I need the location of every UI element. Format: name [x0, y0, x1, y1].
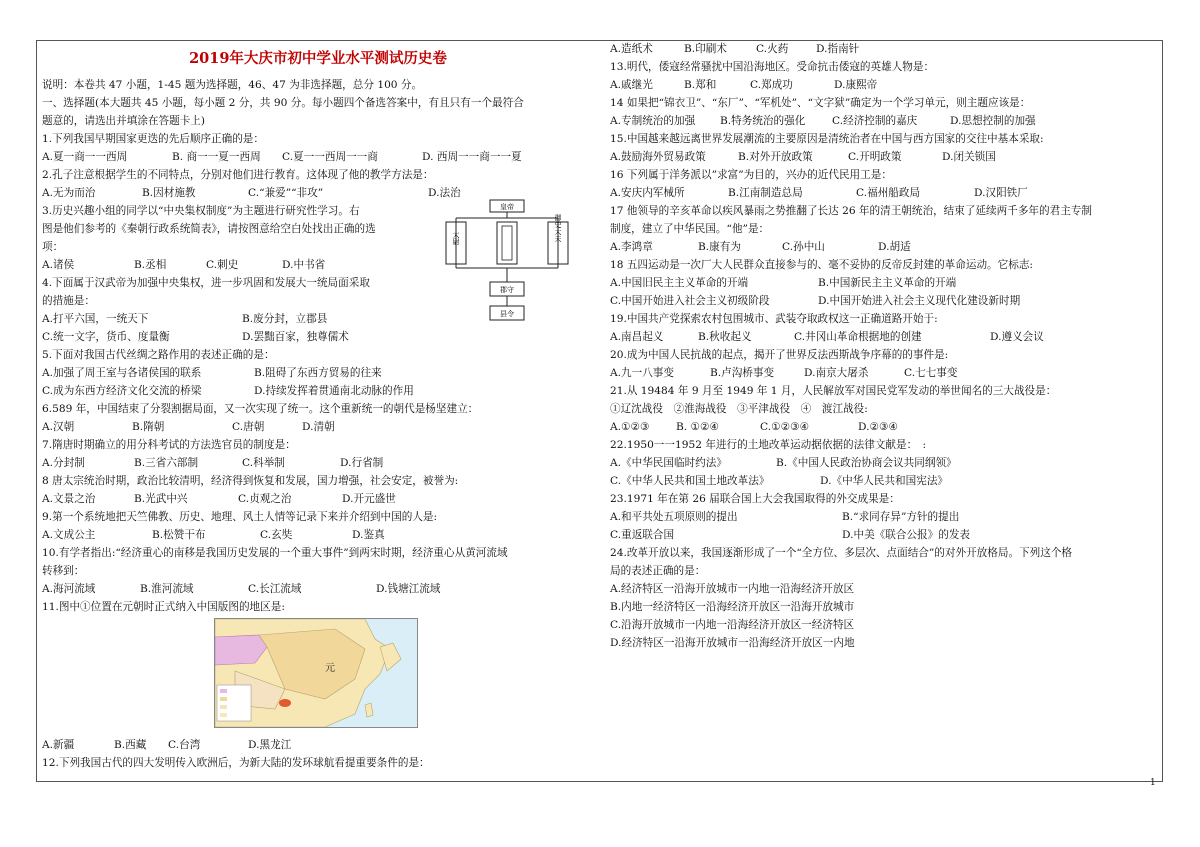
option[interactable]: A.九一八事变	[610, 367, 674, 379]
option[interactable]: A.《中华民国临时约法》	[610, 457, 727, 469]
question-14-options	[610, 112, 1158, 130]
question-7-options	[42, 454, 594, 472]
question-4-stem: 的措施是：	[42, 295, 95, 307]
intro-line: 一、选择题(本大题共 45 小题，每小题 2 分，共 90 分。每小题四个备选答案中，有且只有一个最符合	[42, 97, 524, 109]
option[interactable]: D.中国开始进入社会主义现代化建设新时期	[818, 295, 1021, 307]
question-23-options	[610, 508, 1158, 526]
option[interactable]: C.夏一一西周一一商	[282, 151, 378, 163]
option[interactable]: A.加强了周王室与各诸侯国的联系	[42, 367, 202, 379]
question-3-stem: 3.历史兴趣小组的同学以“中央集权制度”为主题进行研究性学习。右	[42, 205, 360, 217]
question-12-stem: 12.下列我国古代的四大发明传入欧洲后，为新大陆的发环球航看提重要条件的是：	[42, 757, 430, 769]
option[interactable]: D.清朝	[302, 421, 335, 433]
question-23-stem: 23.1971 年在第 26 届联合国上大会我国取得的外交成果是：	[610, 493, 900, 505]
option[interactable]: B.江南制造总局	[728, 187, 803, 199]
question-13-options	[610, 76, 1158, 94]
option[interactable]: D. 西周一一商一一夏	[422, 151, 522, 163]
question-19-options	[610, 328, 1158, 346]
option[interactable]: B.秋收起义	[698, 331, 752, 343]
question-17-stem: 17 他领导的辛亥革命以疾风暴雨之势推翻了长达 26 年的清王朝统治，结束了延续两千多年的君主专制	[610, 205, 1092, 217]
option[interactable]: C.郑成功	[750, 79, 793, 91]
question-3-stem: 项：	[42, 241, 64, 253]
option[interactable]: C.重返联合国	[610, 529, 675, 541]
option[interactable]: D.黑龙江	[248, 739, 292, 751]
option[interactable]: A.南昌起义	[610, 331, 664, 343]
option[interactable]: D.《中华人民共和国宪法》	[820, 475, 949, 487]
option[interactable]: C.科举制	[242, 457, 285, 469]
question-2-stem: 2.孔子注意根据学生的不同特点，分别对他们进行教育。这体现了他的教学方法是：	[42, 169, 434, 181]
intro-line: 题意的，请选出并填涂在答题卡上)	[42, 115, 206, 127]
option[interactable]: C.成为东西方经济文化交流的桥梁	[42, 385, 202, 397]
option[interactable]: C.开明政策	[848, 151, 902, 163]
option[interactable]: D.钱塘江流域	[376, 583, 441, 595]
page-number: 1	[1150, 778, 1156, 788]
option[interactable]: D.开元盛世	[342, 493, 396, 505]
option[interactable]: C.孙中山	[782, 241, 825, 253]
option[interactable]: C.刺史	[206, 259, 239, 271]
question-17-options	[610, 238, 1158, 256]
question-5-options	[42, 364, 594, 382]
option[interactable]: C.“兼爱”“非攻”	[248, 187, 324, 199]
question-22-stem: 22.1950一一1952 年进行的土地改革运动据依据的法律文献是： :	[610, 439, 927, 451]
question-3-options	[42, 256, 432, 274]
option[interactable]: A.中国旧民主主义革命的开端	[610, 277, 749, 289]
option[interactable]: D.法治	[428, 187, 461, 199]
map-marker-1	[279, 699, 291, 707]
exam-title: 2019年大庆市初中学业水平测试历史卷	[189, 50, 447, 67]
option[interactable]: D.②③④	[858, 421, 898, 433]
option[interactable]: B.康有为	[698, 241, 741, 253]
option[interactable]: D.康熙帝	[834, 79, 878, 91]
option[interactable]: B.西藏	[114, 739, 147, 751]
question-12-options	[610, 40, 1158, 58]
question-16-options	[610, 184, 1158, 202]
option[interactable]: B.淮河流域	[140, 583, 194, 595]
option[interactable]: D.汉阳铁厂	[974, 187, 1028, 199]
option[interactable]: D.中书省	[282, 259, 326, 271]
diagram-label-junshou: 郡守	[500, 286, 514, 294]
question-10-options	[42, 580, 594, 598]
option[interactable]: B.因材施教	[142, 187, 196, 199]
question-14-stem: 14 如果把“锦衣卫”、“东厂”、“军机处”、“文字狱”确定为一个学习单元，则主题应该是：	[610, 97, 1031, 109]
question-11-stem: 11.图中①位置在元朝时正式纳入中国版图的地区是:	[42, 601, 285, 613]
question-21-items: ①辽沈战役 ②淮海战役 ③平津战役 ④ 渡江战役:	[610, 403, 868, 415]
option[interactable]: A.鼓励海外贸易政策	[610, 151, 706, 163]
option[interactable]: B.“求同存异”方针的提出	[842, 511, 960, 523]
question-8-stem: 8 唐太宗统治时期，政治比较清明，经济得到恢复和发展，国力增强，社会安定，被誉为:	[42, 475, 459, 487]
option[interactable]: C.经济控制的嘉庆	[832, 115, 918, 127]
option[interactable]: D.中美《联合公报》的发表	[842, 529, 971, 541]
option[interactable]: D.持续发挥着贯通南北动脉的作用	[254, 385, 414, 397]
diagram-label-yushi: 御史大夫	[554, 214, 562, 242]
question-24-stem: 局的表述正确的是：	[610, 565, 706, 577]
option[interactable]: C.火药	[756, 43, 789, 55]
option[interactable]: A.诸侯	[42, 259, 75, 271]
question-20-stem: 20.成为中国人民抗战的起点，揭开了世界反法西斯战争序幕的的事件是:	[610, 349, 949, 361]
option[interactable]: A.打平六国，一统天下	[42, 313, 149, 325]
question-1-options	[42, 148, 594, 166]
question-5-stem: 5.下面对我国古代丝绸之路作用的表述正确的是：	[42, 349, 275, 361]
option[interactable]: B.阻碍了东西方贸易的往来	[254, 367, 382, 379]
option[interactable]: A.和平共处五项原则的提出	[610, 511, 738, 523]
question-19-stem: 19.中国共产党探索农村包围城市、武装夺取政权这一正确道路开始于:	[610, 313, 938, 325]
map-label-yuan: 元	[325, 663, 335, 674]
option[interactable]: C.沿海开放城市一内地一沿海经济开放区一经济特区	[610, 619, 855, 631]
question-9-options	[42, 526, 594, 544]
option[interactable]: C.长江流域	[248, 583, 302, 595]
option[interactable]: C.台湾	[168, 739, 201, 751]
option[interactable]: A.经济特区一沿海开放城市一内地一沿海经济开放区	[610, 583, 855, 595]
option[interactable]: B.卢沟桥事变	[710, 367, 775, 379]
question-5-options	[42, 382, 594, 400]
question-13-stem: 13.明代，倭寇经常骚扰中国沿海地区。受命抗击倭寇的英雄人物是：	[610, 61, 935, 73]
question-20-options	[610, 364, 1158, 382]
question-24-stem: 24.改革开放以来，我国逐渐形成了一个“全方位、多层次、点面结合”的对外开放格局。下列这个格	[610, 547, 1073, 559]
option[interactable]: D.遵义会议	[990, 331, 1044, 343]
option[interactable]: C.统一文字，货币、度量衡	[42, 331, 170, 343]
option[interactable]: A.分封制	[42, 457, 85, 469]
option[interactable]: A.海河流域	[42, 583, 96, 595]
option[interactable]: C.玄奘	[260, 529, 293, 541]
option[interactable]: A.专制统治的加强	[610, 115, 696, 127]
question-21-stem: 21.从 19484 年 9 月至 1949 年 1 月，人民解放军对国民党军发动的举世闻名的三大战役是：	[610, 385, 1057, 397]
option[interactable]: B.内地一经济特区一沿海经济开放区一沿海开放城市	[610, 601, 855, 613]
diagram-label-emperor: 皇帝	[500, 203, 514, 211]
question-15-stem: 15.中国越来越远离世界发展潮流的主要原因是清统治者在中国与西方国家的交往中基本采取:	[610, 133, 1044, 145]
qin-admin-diagram	[440, 198, 580, 326]
question-18-options	[610, 292, 1158, 310]
question-21-options	[610, 418, 1158, 436]
option[interactable]: D.指南针	[816, 43, 860, 55]
diagram-label-taiwei: 太尉	[452, 231, 460, 245]
question-4-options	[42, 328, 594, 346]
question-4-stem: 4.下面属于汉武帝为加强中央集权，进一步巩固和发展大一统局面采取	[42, 277, 370, 289]
option[interactable]: C.①②③④	[760, 421, 810, 433]
option[interactable]: A.夏一商一一西周	[42, 151, 128, 163]
option[interactable]: B.特务统治的强化	[720, 115, 806, 127]
option[interactable]: A.①②③	[610, 421, 650, 433]
question-11-options	[42, 736, 594, 754]
option[interactable]: C.中国开始进入社会主义初级阶段	[610, 295, 770, 307]
question-17-stem: 制度，建立了中华民国。“他”是：	[610, 223, 770, 235]
option[interactable]: C.《中华人民共和国土地改革法》	[610, 475, 770, 487]
yuan-dynasty-map	[214, 618, 418, 728]
question-9-stem: 9.第一个系统地把天竺佛教、历史、地理、风土人情等记录下来并介绍到中国的人是:	[42, 511, 438, 523]
option[interactable]: D.行省制	[340, 457, 384, 469]
option[interactable]: B.丞相	[134, 259, 167, 271]
option[interactable]: B.隋朝	[132, 421, 165, 433]
option[interactable]: D.南京大屠杀	[804, 367, 869, 379]
option[interactable]: A.安庆内军械所	[610, 187, 685, 199]
option[interactable]: D.鉴真	[352, 529, 385, 541]
option[interactable]: C.唐朝	[232, 421, 265, 433]
option[interactable]: A.造纸术	[610, 43, 653, 55]
option[interactable]: A.文景之治	[42, 493, 96, 505]
question-8-options	[42, 490, 594, 508]
option[interactable]: B.光武中兴	[134, 493, 188, 505]
question-10-stem: 10.有学者指出:“经济重心的南移是我国历史发展的一个重大事件”到两宋时期，经济重心从黄河流域	[42, 547, 508, 559]
option[interactable]: A.李鸿章	[610, 241, 653, 253]
option[interactable]: B. ①②④	[676, 421, 720, 433]
option[interactable]: A.戚继光	[610, 79, 653, 91]
option[interactable]: B.郑和	[684, 79, 717, 91]
question-1-stem: 1.下列我国早期国家更迭的先后顺序正确的是：	[42, 133, 264, 145]
option[interactable]: D.胡适	[878, 241, 911, 253]
option[interactable]: A.无为而治	[42, 187, 96, 199]
option[interactable]: B.三省六部制	[134, 457, 199, 469]
question-22-options	[610, 472, 1158, 490]
option[interactable]: B.《中国人民政治协商会议共同纲领》	[776, 457, 957, 469]
option[interactable]: B.对外开放政策	[738, 151, 813, 163]
option[interactable]: B.印刷术	[684, 43, 727, 55]
question-15-options	[610, 148, 1158, 166]
diagram-label-xianling: 县令	[500, 310, 514, 318]
question-6-options	[42, 418, 594, 436]
option[interactable]: D.思想控制的加强	[950, 115, 1036, 127]
question-3-stem: 图是他们参考的《秦朝行政系统简表》，请按图意给空白处找出正确的选	[42, 223, 376, 235]
intro-line: 说明：本卷共 47 小题，1-45 题为选择题，46、47 为非选择题，总分 100 分。	[42, 79, 423, 91]
option[interactable]: A.新疆	[42, 739, 75, 751]
option[interactable]: C.贞观之治	[238, 493, 292, 505]
option[interactable]: C.井冈山革命根据地的创建	[794, 331, 922, 343]
option[interactable]: B.中国新民主主义革命的开端	[818, 277, 957, 289]
option[interactable]: D.经济特区一沿海开放城市一沿海经济开放区一内地	[610, 637, 855, 649]
diagram-box-blank	[497, 222, 517, 264]
option[interactable]: A.文成公主	[42, 529, 96, 541]
question-6-stem: 6.589 年，中国结束了分裂割据局面，又一次实现了统一。这个重新统一的朝代是杨坚建立：	[42, 403, 479, 415]
option[interactable]: D.闭关锁国	[942, 151, 996, 163]
option[interactable]: B.松赞干布	[152, 529, 206, 541]
option[interactable]: B.废分封，立郡县	[242, 313, 328, 325]
question-18-stem: 18 五四运动是一次厂大人民群众直接参与的、毫不妥协的反帝反封建的革命运动。它标志:	[610, 259, 1033, 271]
left-column	[42, 44, 594, 772]
question-10-stem: 转移到：	[42, 565, 85, 577]
right-column	[610, 40, 1158, 652]
question-22-options	[610, 454, 1158, 472]
option[interactable]: C.七七事变	[904, 367, 958, 379]
option[interactable]: B. 商一一夏一西周	[172, 151, 261, 163]
question-16-stem: 16 下列属于洋务派以”求富”为目的，兴办的近代民用工是：	[610, 169, 892, 181]
option[interactable]: D.罢黜百家，独尊儒术	[242, 331, 349, 343]
option[interactable]: A.汉朝	[42, 421, 75, 433]
question-18-options	[610, 274, 1158, 292]
question-7-stem: 7.隋唐时期确立的用分科考试的方法选官员的制度是：	[42, 439, 296, 451]
question-23-options	[610, 526, 1158, 544]
option[interactable]: C.福州船政局	[856, 187, 921, 199]
